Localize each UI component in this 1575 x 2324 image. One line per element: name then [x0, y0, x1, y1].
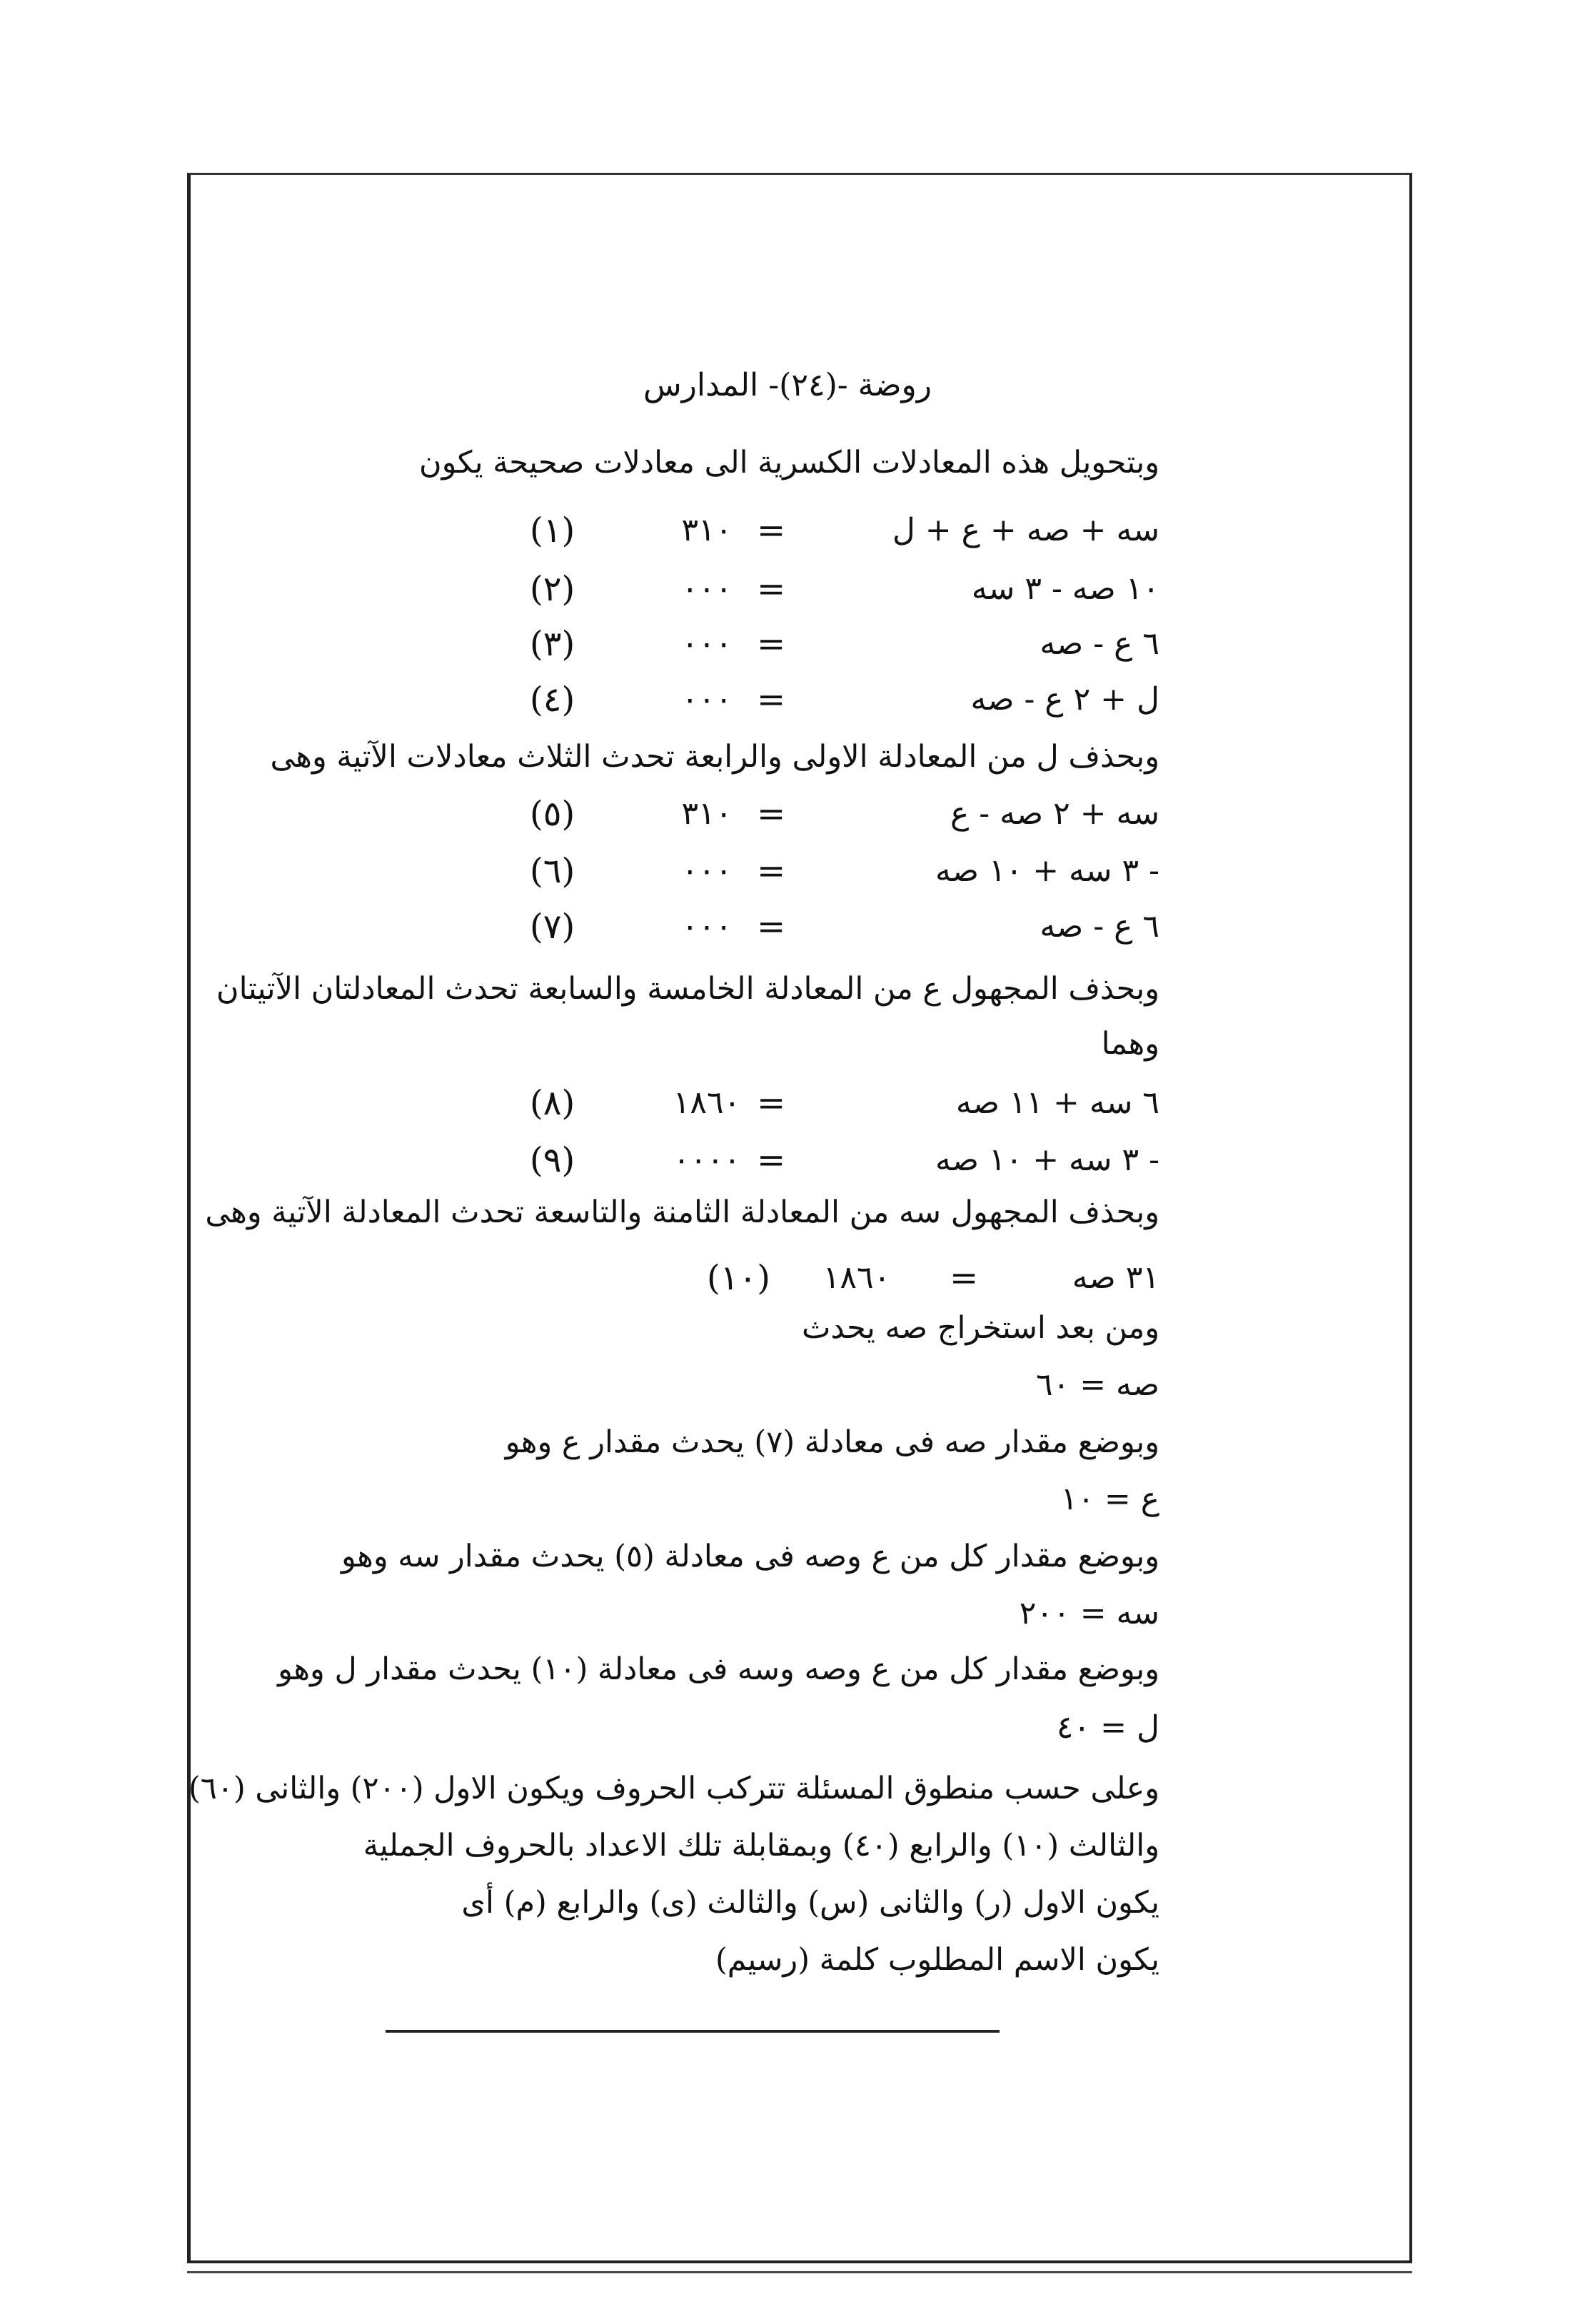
paragraph: وبوضع مقدار كل من ع وصه فى معادلة (٥) يحدث مقدار سه وهو [341, 1539, 1159, 1574]
equation-rhs: ٠٠٠ [681, 908, 733, 945]
paragraph: وبوضع مقدار كل من ع وصه وسه فى معادلة (١٠) يحدث مقدار ل وهو [278, 1651, 1159, 1687]
equation-rhs: ٠٠٠ [681, 625, 733, 662]
equation-label: (٨) [530, 1083, 575, 1123]
equation-lhs: ٦ سه + ١١ صه [955, 1085, 1159, 1121]
equals-sign: = [757, 794, 786, 834]
equation-rhs: ٣١٠ [681, 795, 733, 832]
equation-row [0, 898, 1575, 955]
equation-rhs: ٠٠٠٠ [673, 1142, 741, 1178]
equation-lhs: ل + ٢ ع - صه [970, 681, 1159, 718]
paragraph: وهما [1101, 1026, 1159, 1062]
equation-lhs: - ٣ سه + ١٠ صه [935, 1142, 1159, 1178]
equation-row [0, 1075, 1575, 1132]
result-line: صه = ٦٠ [1035, 1367, 1159, 1403]
equation-lhs: سه + صه + ع + ل [892, 512, 1159, 548]
equation-lhs: - ٣ سه + ١٠ صه [935, 852, 1159, 889]
equation-lhs: ٦ ع - صه [1040, 625, 1159, 662]
equals-sign: = [757, 624, 786, 664]
equals-sign: = [757, 907, 786, 947]
equation-label: (٤) [530, 680, 575, 720]
equation-lhs: ٣١ صه [1072, 1259, 1159, 1296]
equation-lhs: ١٠ صه - ٣ سه [971, 570, 1159, 607]
paragraph: وبوضع مقدار صه فى معادلة (٧) يحدث مقدار ع وهو [505, 1424, 1159, 1460]
equation-row [0, 560, 1575, 618]
conclusion-line: يكون الاول (ر) والثانى (س) والثالث (ى) والرابع (م) أى [461, 1885, 1159, 1921]
conclusion-line: يكون الاسم المطلوب كلمة (رسيم) [715, 1942, 1159, 1978]
equation-label: (٩) [530, 1140, 575, 1180]
page-header: روضة -(٢٤)- المدارس [643, 367, 932, 403]
equation-row [0, 1132, 1575, 1189]
equation-row [0, 671, 1575, 728]
result-line: سه = ٢٠٠ [1019, 1595, 1159, 1631]
equation-label: (٢) [530, 569, 575, 609]
conclusion-line: وعلى حسب منطوق المسئلة تتركب الحروف ويكون الاول (٢٠٠) والثانى (٦٠) [188, 1771, 1159, 1806]
equals-sign: = [757, 1140, 786, 1180]
equation-lhs: ٦ ع - صه [1040, 908, 1159, 945]
result-line: ل = ٤٠ [1056, 1709, 1159, 1746]
equation-label: (٧) [530, 907, 575, 947]
equation-label: (٣) [530, 624, 575, 664]
conclusion-line: والثالث (١٠) والرابع (٤٠) وبمقابلة تلك الاعداد بالحروف الجملية [363, 1828, 1159, 1863]
equation-rhs: ١٨٦٠ [673, 1085, 741, 1121]
equation-row [0, 785, 1575, 842]
equals-sign: = [757, 680, 786, 720]
equation-rhs: ٠٠٠ [681, 681, 733, 718]
paragraph: ومن بعد استخراج صه يحدث [802, 1310, 1159, 1346]
equation-rhs: ٠٠٠ [681, 852, 733, 889]
equation-label: (١) [530, 510, 575, 550]
equation-rhs: ١٨٦٠ [822, 1259, 891, 1296]
result-line: ع = ١٠ [1060, 1481, 1159, 1517]
equation-label: (١٠) [707, 1258, 771, 1298]
equation-lhs: سه + ٢ صه - ع [950, 795, 1159, 832]
equation-rhs: ٣١٠ [681, 512, 733, 548]
equation-label: (٥) [530, 794, 575, 834]
equation-row [0, 842, 1575, 900]
paragraph: وبحذف المجهول سه من المعادلة الثامنة والتاسعة تحدث المعادلة الآتية وهى [205, 1194, 1159, 1230]
equals-sign: = [757, 1083, 786, 1123]
equation-row [0, 615, 1575, 673]
equals-sign: = [757, 569, 786, 609]
equation-row [0, 502, 1575, 559]
equals-sign: = [757, 510, 786, 550]
equals-sign: = [757, 851, 786, 891]
equation-rhs: ٠٠٠ [681, 570, 733, 607]
paragraph: وبحذف المجهول ع من المعادلة الخامسة والسابعة تحدث المعادلتان الآتيتان [216, 971, 1159, 1007]
equals-sign: = [950, 1258, 979, 1298]
equation-row [0, 1249, 1575, 1307]
paragraph: وبحذف ل من المعادلة الاولى والرابعة تحدث الثلاث معادلات الآتية وهى [270, 739, 1159, 775]
equation-label: (٦) [530, 851, 575, 891]
intro-text: وبتحويل هذه المعادلات الكسرية الى معادلات صحيحة يكون [419, 445, 1159, 481]
section-end-rule [386, 2030, 1000, 2033]
